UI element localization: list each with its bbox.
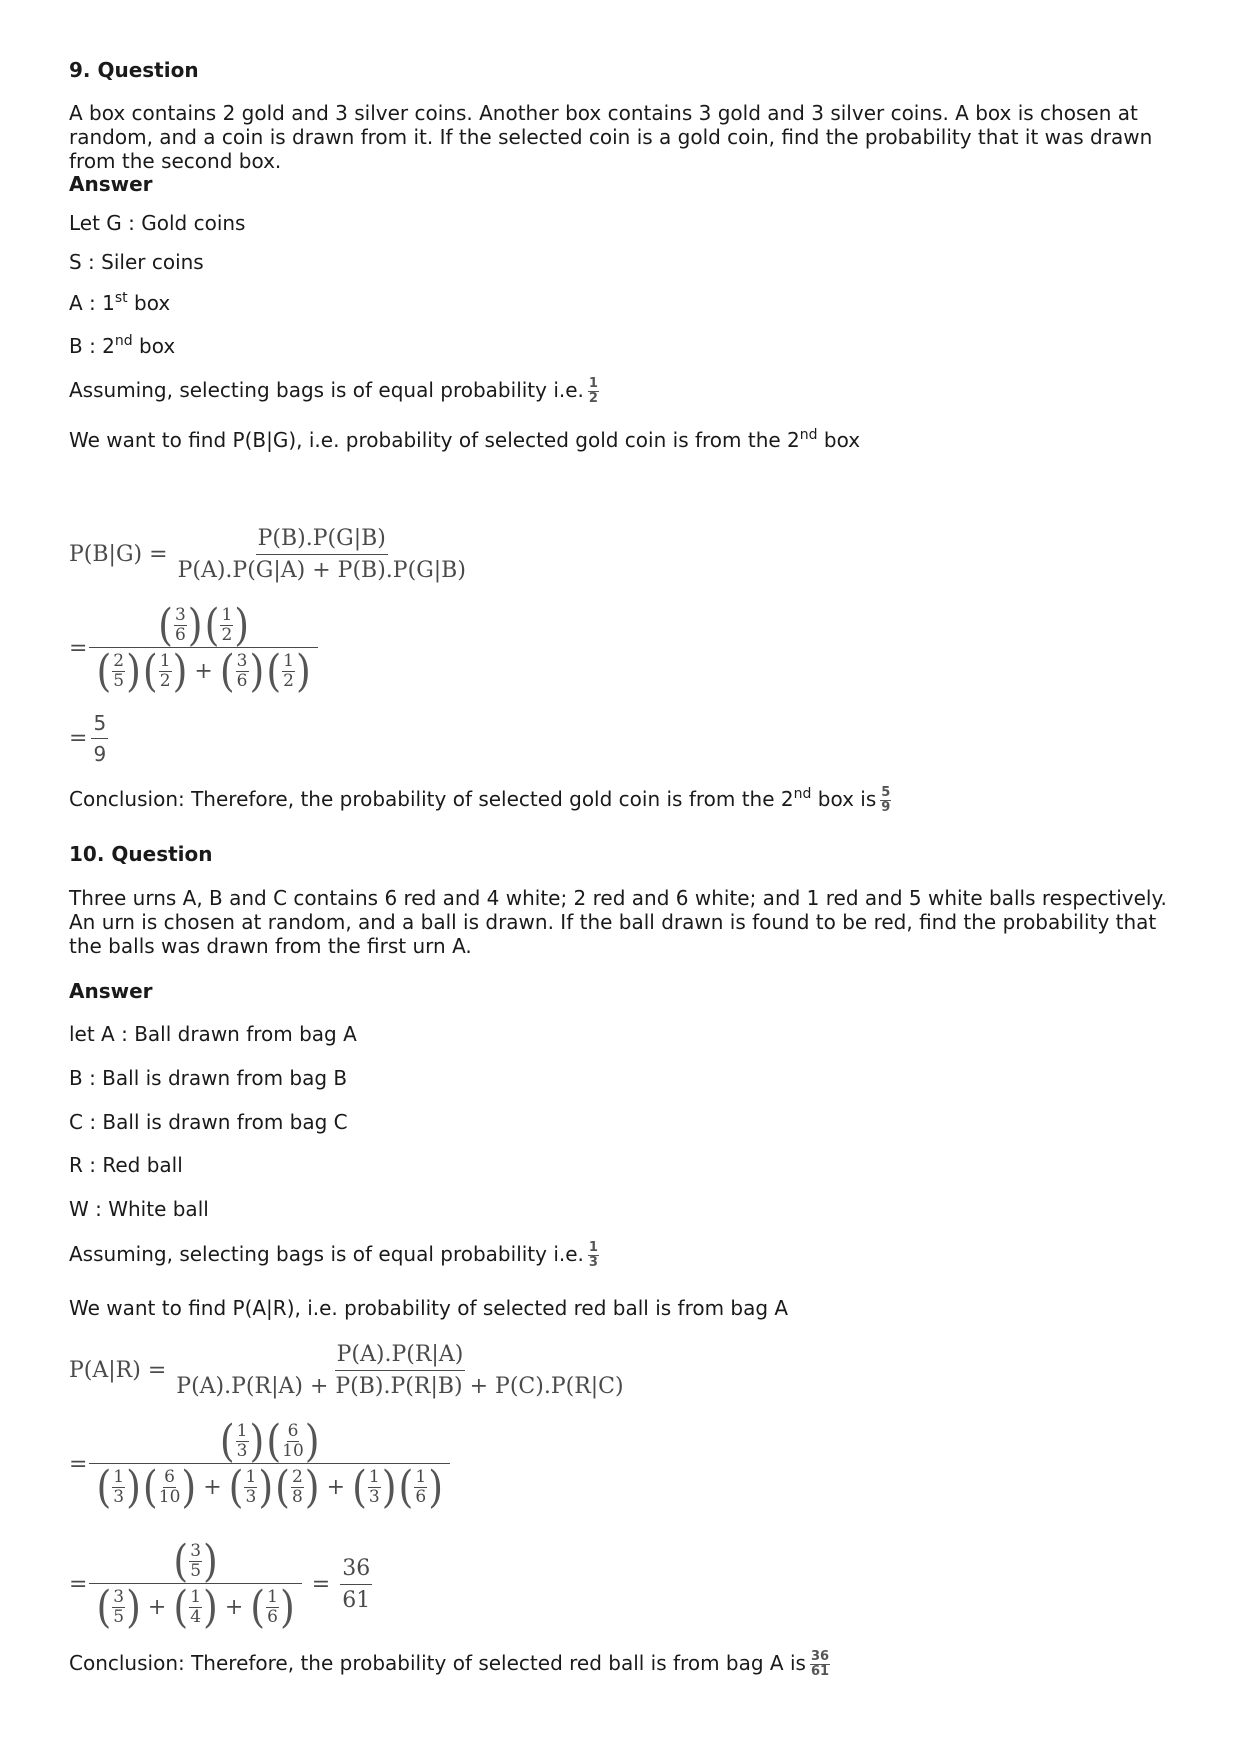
answer-9-heading: Answer [69,172,153,196]
result-9: = $\frac{5}{9}$ [69,711,107,766]
bayes-formula-10: P(A|R) = $\frac{P(A).P(R|A)}{P(A).P(R|A) + P(B).P(R|B) + P(C).P(R|C)}$ [69,1342,624,1399]
fraction-third: $\frac{1}{3}$ [588,1240,598,1270]
definition-bag-b: B : Ball is drawn from bag B [69,1066,348,1090]
question-10-text: Three urns A, B and C contains 6 red and 4 white; 2 red and 6 white; and 1 red and 5 white balls respectively. An urn is chosen at random, and a ball is drawn. If the ball drawn is found to be red, find the probability that the balls was drawn from the first urn A. [69,886,1167,958]
simplification-10: = ( 3 5 ) ( 3 5 ) + ( 1 4 ) + ( 1 6 ) = $\frac{36}{61}$ [69,1535,371,1633]
assumption-9: Assuming, selecting bags is of equal probability i.e. $\frac{1}{2}$ [69,376,598,406]
bayes-formula-9: P(B|G) = $\frac{P(B).P(G|B)}{P(A).P(G|A) + P(B).P(G|B)}$ [69,526,466,583]
definition-white: W : White ball [69,1197,209,1221]
definition-a: A : 1st box [69,290,171,315]
definition-red: R : Red ball [69,1153,183,1177]
question-9-heading: 9. Question [69,58,199,82]
fraction-half: $\frac{1}{2}$ [588,376,598,406]
definition-b: B : 2nd box [69,333,176,358]
goal-9: We want to find P(B|G), i.e. probability of selected gold coin is from the 2nd box [69,427,861,452]
answer-10-heading: Answer [69,979,153,1003]
assumption-10: Assuming, selecting bags is of equal probability i.e. $\frac{1}{3}$ [69,1240,598,1270]
conclusion-9: Conclusion: Therefore, the probability of selected gold coin is from the 2nd box is $\frac{5}{9}$ [69,785,891,815]
conclusion-10: Conclusion: Therefore, the probability of selected red ball is from bag A is $\frac{36}{61}$ [69,1649,830,1679]
question-10-heading: 10. Question [69,842,213,866]
substitution-9: = ( 3 6 ) ( 1 2 ) ( 2 5 ) ( 1 2 ) + ( 3 6 ) ( 1 2 ) [69,606,318,690]
substitution-10: = ( 1 3 ) ( 6 10 ) ( 1 3 ) ( 6 10 ) + ( 1 3 ) ( 2 8 ) + ( 1 3 ) ( 1 6 ) [69,1422,450,1506]
question-9-text: A box contains 2 gold and 3 silver coins. Another box contains 3 gold and 3 silver coins. A box is chosen at random, and a coin is drawn from it. If the selected coin is a gold coin, find the probability that it was drawn from the second box. [69,101,1153,173]
definition-s: S : Siler coins [69,250,204,274]
definition-bag-c: C : Ball is drawn from bag C [69,1110,348,1134]
goal-10: We want to find P(A|R), i.e. probability of selected red ball is from bag A [69,1296,789,1320]
definition-bag-a: let A : Ball drawn from bag A [69,1022,357,1046]
definition-g: Let G : Gold coins [69,211,246,235]
